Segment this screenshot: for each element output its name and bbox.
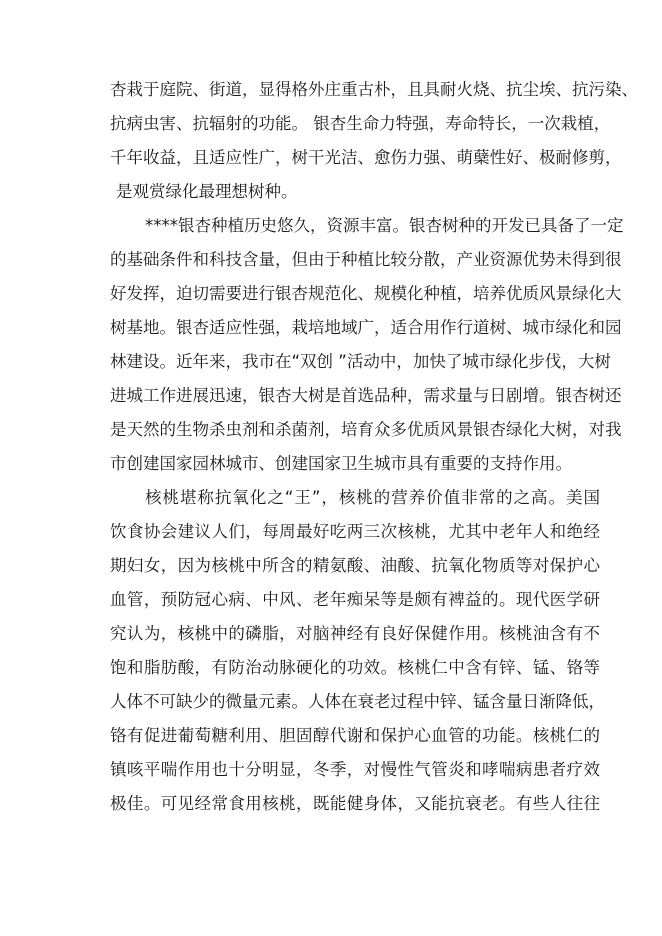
paragraph-3-line-1: 核桃堪称抗氧化之“王”，核桃的营养价值非常的之高。美国 <box>145 488 600 507</box>
paragraph-3-line-2: 饮食协会建议人们，每周最好吃两三次核桃，尤其中老年人和绝经 <box>110 522 600 541</box>
paragraph-2-line-5: 林建设。近年来，我市在“双创 ”活动中，加快了城市绿化步伐，大树 <box>110 352 611 371</box>
paragraph-1-line-3: 千年收益，且适应性广，树干光洁、愈伤力强、萌蘖性好、极耐修剪， <box>110 148 622 167</box>
paragraph-3-line-4: 血管，预防冠心病、中风、老年痴呆等是颇有裨益的。现代医学研 <box>110 590 600 609</box>
paragraph-3-line-5: 究认为，核桃中的磷脂，对脑神经有良好保健作用。核桃油含有不 <box>110 624 600 643</box>
paragraph-3-line-7: 人体不可缺少的微量元素。人体在衰老过程中锌、锰含量日渐降低， <box>110 692 605 711</box>
paragraph-3-line-8: 铬有促进葡萄糖利用、胆固醇代谢和保护心血管的功能。核桃仁的 <box>110 726 600 745</box>
paragraph-2-line-1: ****银杏种植历史悠久，资源丰富。银杏树种的开发已具备了一定 <box>145 216 624 235</box>
paragraph-2-line-8: 市创建国家园林城市、创建国家卫生城市具有重要的支持作用。 <box>110 454 572 473</box>
paragraph-1-line-1: 杏栽于庭院、街道，显得格外庄重古朴，且具耐火烧、抗尘埃、抗污染、 <box>110 80 638 99</box>
paragraph-3-line-3: 期妇女，因为核桃中所含的精氨酸、油酸、抗氧化物质等对保护心 <box>110 556 600 575</box>
paragraph-3-line-10: 极佳。可见经常食用核桃，既能健身体，又能抗衰老。有些人往往 <box>110 794 600 813</box>
paragraph-1-line-2: 抗病虫害、抗辐射的功能。 银杏生命力特强，寿命特长，一次栽植， <box>110 114 611 133</box>
paragraph-2-line-3: 好发挥，迫切需要进行银杏规范化、规模化种植，培养优质风景绿化大 <box>110 284 622 303</box>
paragraph-2-line-7: 是天然的生物杀虫剂和杀菌剂，培育众多优质风景银杏绿化大树，对我 <box>110 420 622 439</box>
paragraph-1-line-4: 是观赏绿化最理想树种。 <box>116 182 298 201</box>
paragraph-3-line-6: 饱和脂肪酸，有防治动脉硬化的功效。核桃仁中含有锌、锰、铬等 <box>110 658 600 677</box>
paragraph-2-line-4: 树基地。银杏适应性强，栽培地域广，适合用作行道树、城市绿化和园 <box>110 318 622 337</box>
paragraph-3-line-9: 镇咳平喘作用也十分明显，冬季，对慢性气管炎和哮喘病患者疗效 <box>110 760 600 779</box>
paragraph-2-line-2: 的基础条件和科技含量，但由于种植比较分散，产业资源优势未得到很 <box>110 250 622 269</box>
paragraph-2-line-6: 进城工作进展迅速，银杏大树是首选品种，需求量与日剧增。银杏树还 <box>110 386 622 405</box>
